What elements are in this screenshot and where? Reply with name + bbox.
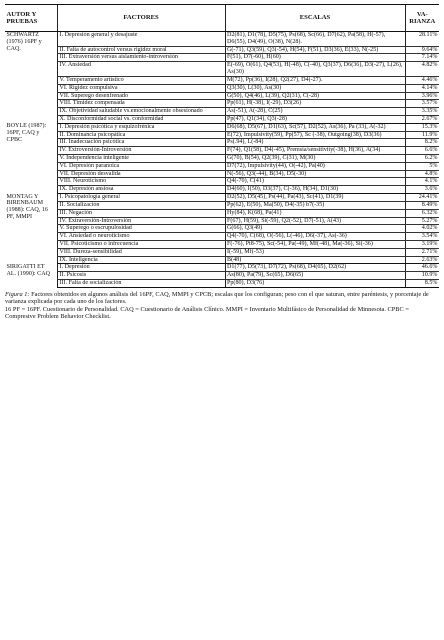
table-row — [5, 209, 439, 217]
scales-cell: F(74), Q1(58), D4(-45), Premsia/sensitivity(-38), H(36), A(34) — [225, 147, 405, 155]
variance-cell: 4.1% — [405, 178, 439, 186]
variance-cell: 8.2% — [405, 139, 439, 147]
factor-cell: VIII. Timidez compensada — [57, 100, 225, 108]
factor-cell: VI. Ansiedad o neuroticismo — [57, 233, 225, 241]
factor-cell: V. Independencia inteligente — [57, 155, 225, 163]
scales-cell: Pp(80), D3(76) — [225, 280, 405, 288]
table-row — [5, 240, 439, 248]
scales-cell: E(72), Impulsivity(59), Pp(57), Sc (-38), Outgoing(38), D3(36) — [225, 131, 405, 139]
factor-cell: VIII. Dureza-sensibilidad — [57, 248, 225, 256]
variance-cell: 6.32% — [405, 209, 439, 217]
factors-table — [5, 4, 439, 288]
variance-cell: 24.41% — [405, 194, 439, 202]
variance-cell: 15.3% — [405, 123, 439, 131]
variance-cell: 4.46% — [405, 76, 439, 84]
table-row — [5, 62, 439, 77]
table-row — [5, 32, 439, 47]
variance-cell: 2.63% — [405, 256, 439, 264]
scales-cell: G(-71), Q3(59), Q3(-54), H(54), F(51), D3(36), E(33), N(-25) — [225, 46, 405, 54]
variance-cell: 3.6% — [405, 186, 439, 194]
factor-cell: VI. Depresión paranoica — [57, 162, 225, 170]
scales-cell: D7(72), Impulsivity(44), O(-42), Pa(40) — [225, 162, 405, 170]
header-factors: FACTORES — [57, 5, 225, 32]
scales-cell: Q3(30), L(30), As(30) — [225, 84, 405, 92]
table-row — [5, 123, 439, 131]
variance-cell: 2.71% — [405, 248, 439, 256]
variance-cell: 7.14% — [405, 54, 439, 62]
factor-cell: VII. Depresión desvalida — [57, 170, 225, 178]
table-row — [5, 108, 439, 116]
variance-cell: 46.6% — [405, 264, 439, 272]
scales-cell: I(-59), Mf(-53) — [225, 248, 405, 256]
variance-cell: 8.49% — [405, 201, 439, 209]
table-row — [5, 186, 439, 194]
factor-cell: VI. Rigidez compulsiva — [57, 84, 225, 92]
scales-cell: E(-69), O(61), Q4(53), H(-48), C(-40), Q3(37), D6(36), D3(-27), L(26), As(30) — [225, 62, 405, 77]
variance-cell: 9.64% — [405, 46, 439, 54]
table-row — [5, 131, 439, 139]
variance-cell: 10.9% — [405, 272, 439, 280]
factor-cell: III. Falta de socialización — [57, 280, 225, 288]
caption-text: Factores obtenidos en algunos análisis del 16PF, CAQ, MMPI y CPCB; escalas que los configuran; peso con el que saturan, entre paréntesis, y porcentaje de varianza explicada por cada uno de los factores. — [5, 290, 429, 306]
caption-figure-label: Figura 1: — [5, 290, 30, 298]
table-row — [5, 178, 439, 186]
scales-cell: As(80), Pa(79), Sc(65), D6(65) — [225, 272, 405, 280]
scales-cell: Q4(-70), C(68), O(-56), L(-46), D6(-37), As(-36) — [225, 233, 405, 241]
scales-cell: B(48) — [225, 256, 405, 264]
factor-cell: II. Psicosis — [57, 272, 225, 280]
scales-cell: G(70), B(54), Q2(39), C(31), M(30) — [225, 155, 405, 163]
variance-cell: 4.8% — [405, 170, 439, 178]
variance-cell: 4.82% — [405, 62, 439, 77]
scales-cell: D6(68), D5(67), D1(63), Sc(57), D2(52), As(36), Pa (33), A(-32) — [225, 123, 405, 131]
author-cell: SCHWARTZ (1976) 16PF y CAQ. — [6, 32, 42, 52]
factor-cell: IX. Objetividad saludable vs.emocionalmente obsesionado — [57, 108, 225, 116]
table-row — [5, 76, 439, 84]
factor-cell: VII. Superego desenfrenado — [57, 92, 225, 100]
factor-cell: I. Psicopatología general — [57, 194, 225, 202]
factor-cell: II. Dominancia psicopática — [57, 131, 225, 139]
scales-cell: Pp(47), Q1(34), Q3(-28) — [225, 115, 405, 123]
table-row — [5, 280, 439, 288]
factor-cell: III. Negación — [57, 209, 225, 217]
author-cell: MONTAG Y BIRENBAUM (1988): CAQ, 16 PF, MMPI — [6, 193, 48, 220]
scales-cell: D2(52), D5(45), Ps(44), Pa(43), Sc(41), D1(39) — [225, 194, 405, 202]
table-row — [5, 170, 439, 178]
author-cell: BOYLE (1987): 16PF, CAQ y CPBC — [6, 123, 47, 143]
table-row — [5, 100, 439, 108]
table-row — [5, 84, 439, 92]
scales-cell: G(66), Q3(49) — [225, 225, 405, 233]
factor-cell: V. Superego o escrupulosidad — [57, 225, 225, 233]
table-row — [5, 264, 439, 272]
variance-cell: 5% — [405, 162, 439, 170]
table-row — [5, 217, 439, 225]
scales-cell: N(-56), Q3(-44), B(34), D5(-30) — [225, 170, 405, 178]
factor-cell: VIII. Neuroticismo — [57, 178, 225, 186]
table-row — [5, 248, 439, 256]
table-row — [5, 256, 439, 264]
scales-cell: Pp(62), E(50), Ma(50), D4(-35) b7(-35) — [225, 201, 405, 209]
header-variance: VA-RIANZA — [405, 5, 439, 32]
factor-cell: III. Inadecuación psicótica — [57, 139, 225, 147]
factor-cell: II. Falta de autocontrol versus rigidez moral — [57, 46, 225, 54]
variance-cell: 4.02% — [405, 225, 439, 233]
factor-cell: V. Temperamento artístico — [57, 76, 225, 84]
scales-cell: As(-51), A(-28), C(25) — [225, 108, 405, 116]
scales-cell: Ps(.94), L(-84) — [225, 139, 405, 147]
variance-cell: 4.14% — [405, 84, 439, 92]
factor-cell: II. Socialización — [57, 201, 225, 209]
table-body — [5, 32, 439, 288]
table-row — [5, 46, 439, 54]
factor-cell: X. Disconformidad social vs. conformidad — [57, 115, 225, 123]
header-author: AUTOR Y PRUEBAS — [5, 5, 57, 32]
variance-cell: 11.9% — [405, 131, 439, 139]
author-cell: SIRIGATTI ET AL. (1990): CAQ — [6, 263, 50, 277]
scales-cell: D4(60), I(50), D3(37), C(-36), H(34), D1(30) — [225, 186, 405, 194]
variance-cell: 8.5% — [405, 280, 439, 288]
scales-cell: D2(81), D1(78), D5(75), Ps(68), Sc(66), D7(62), Pa(58), H(-57), D6(55), D4(49), O(38), N(28). — [225, 32, 405, 47]
factor-cell: I. Depresión — [57, 264, 225, 272]
factor-cell: IV. Extroversión-Introversión — [57, 147, 225, 155]
variance-cell: 3.96% — [405, 92, 439, 100]
scales-cell: F(-76), Pt8-75), Sc(-54), Pa(-49), Mf(-48), Ma(-36), Si(-36) — [225, 240, 405, 248]
table-row — [5, 225, 439, 233]
table-row — [5, 139, 439, 147]
factor-cell: I. Depresión psicótica y esquizofrénica — [57, 123, 225, 131]
table-row — [5, 54, 439, 62]
variance-cell: 2.67% — [405, 115, 439, 123]
variance-cell: 6.6% — [405, 147, 439, 155]
variance-cell: 6.2% — [405, 155, 439, 163]
table-row — [5, 194, 439, 202]
variance-cell: 3.35% — [405, 108, 439, 116]
scales-cell: F(67), H(59), Si(-59), Q2(-52), D7(-51), A(43) — [225, 217, 405, 225]
table-row — [5, 155, 439, 163]
variance-cell: 5.27% — [405, 217, 439, 225]
scales-cell: D1(77), D5(73), D7(72), Ps(68), D4(65), D2(62) — [225, 264, 405, 272]
table-row — [5, 272, 439, 280]
variance-cell: 3.57% — [405, 100, 439, 108]
factor-cell: VII. Psicoticismo o infrecuencia — [57, 240, 225, 248]
scales-cell: Pp(61), H(-38), I(-29), D3(26) — [225, 100, 405, 108]
table-row — [5, 162, 439, 170]
table-row — [5, 201, 439, 209]
table-row — [5, 233, 439, 241]
header-scales: ESCALAS — [225, 5, 405, 32]
factor-cell: III. Extraversión versus aislamiento-introversión — [57, 54, 225, 62]
factor-cell: IV. Ansiedad — [57, 62, 225, 77]
scales-cell: M(72), Pp(36), I(28), Q2(27), D4(-27). — [225, 76, 405, 84]
variance-cell: 3.19% — [405, 240, 439, 248]
table-row — [5, 115, 439, 123]
factor-cell: IV. Extraversión-Introversión — [57, 217, 225, 225]
figure-caption — [5, 291, 439, 321]
variance-cell: 3.54% — [405, 233, 439, 241]
table-row — [5, 92, 439, 100]
scales-cell: G(50), Q4(46), L(39), Q2(31), C(-28) — [225, 92, 405, 100]
table-row — [5, 147, 439, 155]
factor-cell: IX. Depresión ansiosa — [57, 186, 225, 194]
table-header-row — [5, 5, 439, 32]
variance-cell: 28.11% — [405, 32, 439, 47]
scales-cell: Hy(84), K(68), Pa(41) — [225, 209, 405, 217]
scales-cell: Q4(-70), C(41) — [225, 178, 405, 186]
caption-legend: 16 PF = 16PF. Cuestionario de Personalidad. CAQ = Cuestionario de Análisis Clínico. MMPI = Inventario Multifásico de Personalidad de Minnesota. CPBC = Compresive Problem Behavior Checklist. — [5, 305, 409, 321]
factor-cell: I. Depresión general y desajuste — [57, 32, 225, 47]
factor-cell: IX. Inteligencia — [57, 256, 225, 264]
scales-cell: F(51), D7(-60), H(60) — [225, 54, 405, 62]
